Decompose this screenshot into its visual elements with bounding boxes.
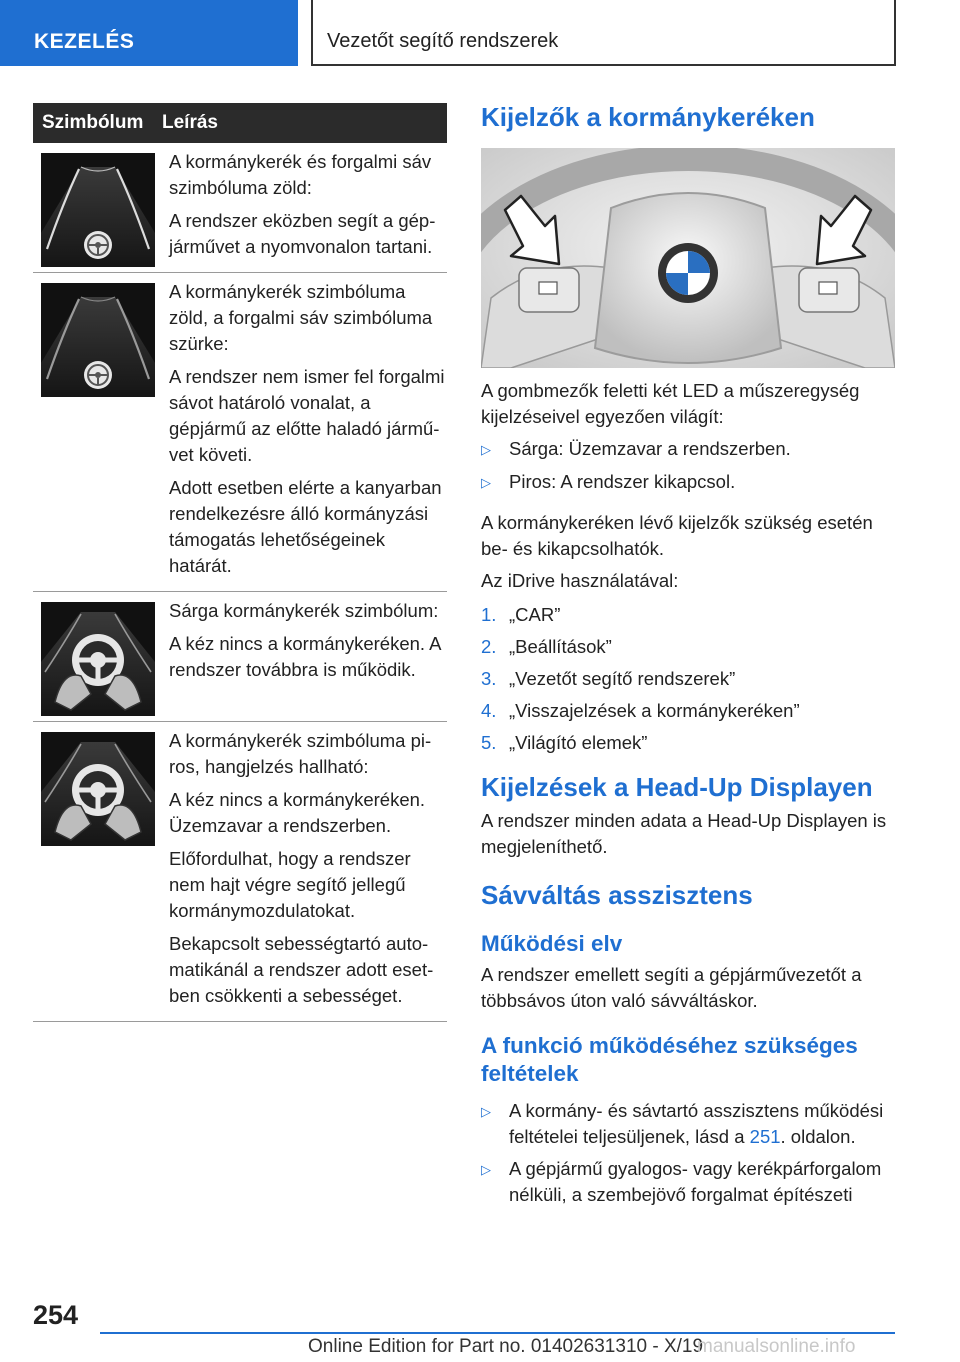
steering-wheel-green-lane-grey-icon — [41, 283, 155, 591]
step-text: „Vezetőt segítő rendszerek” — [509, 668, 736, 689]
list-item — [481, 634, 901, 660]
table-row — [33, 722, 447, 1022]
table-row — [33, 273, 447, 592]
row2-para3: Adott esetben elérte a kanyarban rendelkezésre álló kormányzási támogatás lehetőségeinek határát. — [169, 477, 442, 576]
edition-text: Online Edition for Part no. 01402631310 - X/19 — [308, 1336, 704, 1357]
page-link[interactable]: 251 — [749, 1126, 781, 1147]
row1-para2: A rendszer eközben segít a gépjárművet a nyomvonalon tartani. — [169, 210, 436, 257]
row4-para3: Előfordulhat, hogy a rendszer nem hajt végre segítő jellegű kormánymozdulatokat. — [169, 848, 411, 921]
list-item — [481, 1098, 901, 1150]
list-item — [481, 602, 901, 628]
condition-1-text: A kormány- és sávtartó asszisztens működési feltételei teljesüljenek, lásd a — [509, 1100, 884, 1147]
list-item — [481, 666, 901, 692]
step-text: „CAR” — [509, 604, 561, 625]
led-intro: A gombmezők feletti két LED a műszeregység kijelzéseivel egyezően világít: — [481, 380, 860, 427]
row2-para2: A rendszer nem ismer fel forgalmi sávot határoló vonalat, a gépjármű az előtte haladó járművet követi. — [169, 366, 445, 465]
steering-wheel-photo — [481, 148, 895, 368]
row4-para2: A kéz nincs a kormánykeréken. Üzemzavar a rendszerben. — [169, 789, 426, 836]
right-column — [481, 100, 901, 1208]
chapter-title: Vezetőt segítő rendszerek — [311, 0, 896, 66]
step-number: 5. — [481, 732, 497, 753]
symbol-table — [33, 103, 447, 1022]
led-yellow: Sárga: Üzemzavar a rendszerben. — [509, 438, 791, 459]
heading-displays: Kijelzők a kormánykeréken — [481, 102, 815, 132]
heading-hud: Kijelzések a Head-Up Displayen — [481, 772, 873, 802]
step-number: 1. — [481, 604, 497, 625]
row4-para1: A kormánykerék szimbóluma piros, hangjelzés hallható: — [169, 730, 432, 777]
table-row — [33, 143, 447, 273]
heading-principle: Működési elv — [481, 931, 623, 956]
condition-1 — [509, 1098, 901, 1150]
list-item — [481, 436, 901, 463]
row4-para4: Bekapcsolt sebességtartó automatikánál a rendszer adott esetben csökkenti a sebességet. — [169, 933, 434, 1006]
section-tab: KEZELÉS — [0, 0, 298, 66]
led-red: Piros: A rendszer kikapcsol. — [509, 471, 736, 492]
footer-divider — [100, 1332, 895, 1334]
row1-para1: A kormánykerék és forgalmi sáv szimbóluma zöld: — [169, 151, 432, 198]
step-number: 4. — [481, 700, 497, 721]
triangle-bullet-icon: ▷ — [481, 475, 491, 490]
hands-off-red-icon — [41, 732, 155, 1021]
row3-para2: A kéz nincs a kormánykeréken. A rendszer továbbra is működik. — [169, 633, 441, 680]
heading-lane-change: Sávváltás asszisztens — [481, 880, 753, 910]
col-symbol-header: Szimbólum — [42, 112, 144, 133]
list-item — [481, 730, 901, 756]
triangle-bullet-icon: ▷ — [481, 1162, 491, 1177]
condition-1-suffix: . oldalon. — [780, 1126, 856, 1147]
table-row — [33, 592, 447, 722]
hud-text: A rendszer minden adata a Head-Up Displayen is megjeleníthető. — [481, 810, 887, 857]
page-number: 254 — [33, 1300, 79, 1330]
row2-para1: A kormánykerék szimbóluma zöld, a forgalmi sáv szimbóluma szürke: — [169, 281, 433, 354]
step-number: 2. — [481, 636, 497, 657]
step-number: 3. — [481, 668, 497, 689]
hands-off-yellow-icon — [41, 602, 155, 721]
toggle-text: A kormánykeréken lévő kijelzők szükség esetén be- és kikapcsolhatók. — [481, 512, 873, 559]
col-desc-header: Leírás — [162, 112, 218, 133]
table-header — [33, 103, 447, 143]
watermark: manualsonline.info — [697, 1336, 856, 1357]
list-item — [481, 469, 901, 496]
triangle-bullet-icon: ▷ — [481, 1104, 491, 1119]
condition-2: A gépjármű gyalogos- vagy kerékpárforgalom nélküli, a szembejövő forgalmat építészeti — [509, 1158, 882, 1205]
step-text: „Világító elemek” — [509, 732, 648, 753]
step-text: „Beállítások” — [509, 636, 612, 657]
steering-wheel-green-lane-icon — [41, 153, 155, 272]
idrive-text: Az iDrive használatával: — [481, 570, 679, 591]
heading-conditions: A funkció működéséhez szükséges feltételek — [481, 1033, 858, 1086]
step-text: „Visszajelzések a kormánykeréken” — [509, 700, 800, 721]
list-item — [481, 698, 901, 724]
row3-para1: Sárga kormánykerék szimbólum: — [169, 600, 439, 621]
triangle-bullet-icon: ▷ — [481, 442, 491, 457]
list-item — [481, 1156, 901, 1208]
principle-text: A rendszer emellett segíti a gépjárművezetőt a többsávos úton való sávváltáskor. — [481, 964, 862, 1011]
